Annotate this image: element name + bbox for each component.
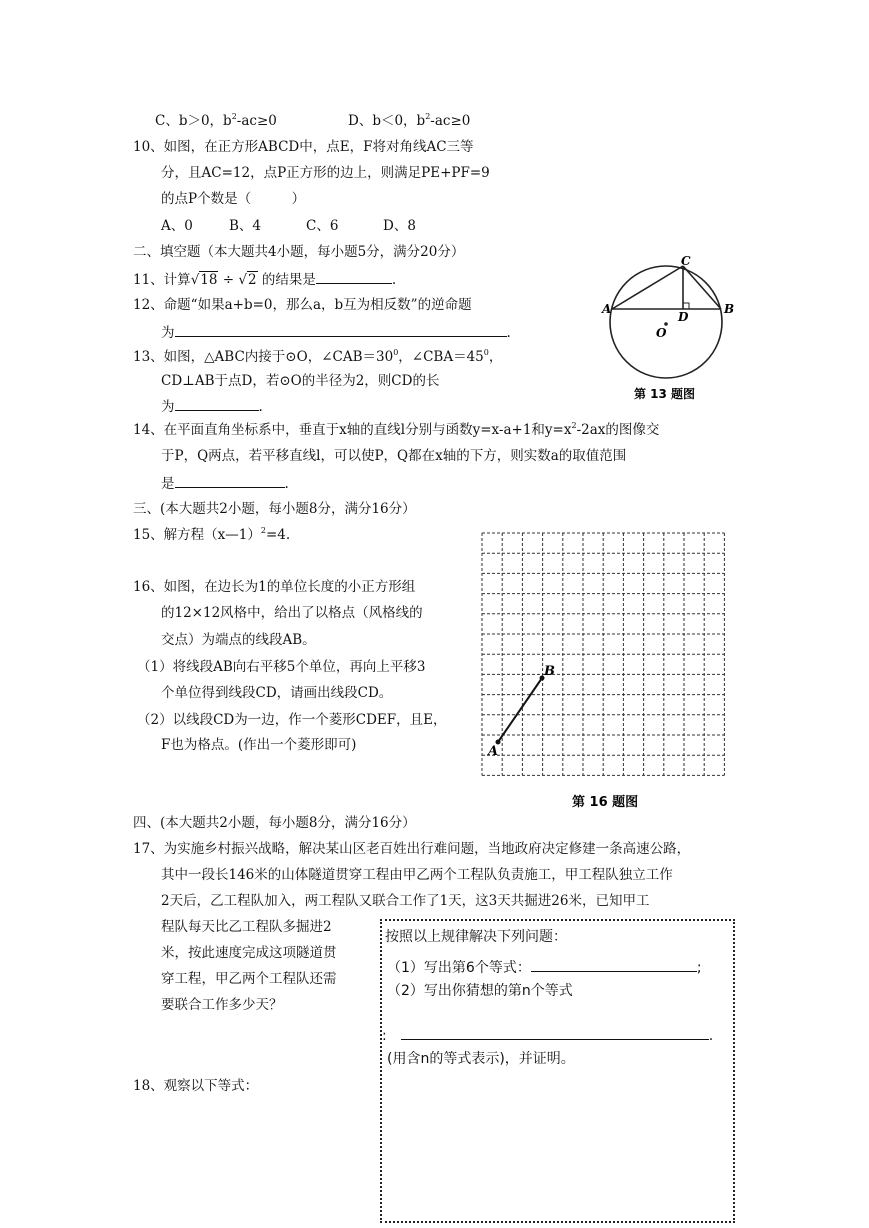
box-line1: 按照以上规律解决下列问题：	[385, 929, 567, 945]
q10-line1: 10、如图，在正方形ABCD中，点E，F将对角线AC三等	[133, 139, 474, 155]
q13-line2: CD⊥AB于点D，若⊙O的半径为2，则CD的长	[161, 373, 440, 389]
label-a: A	[488, 744, 499, 759]
label-b: B	[724, 302, 735, 316]
label-c: C	[681, 254, 691, 268]
sixth-equation-blank[interactable]	[531, 955, 697, 972]
q10-line2: 分，且AC=12，点P正方形的边上，则满足PE+PF=9	[161, 165, 490, 181]
q10-option-c: C、6	[306, 218, 339, 234]
q10-line3: 的点P个数是（ ）	[161, 191, 306, 207]
q13-line1: 13、如图，△ABC内接于⊙O，$\angle CAB=30^0$，$\angle CBA=45^0$，	[133, 348, 503, 365]
q11: 11、计算√18 ÷ √2 的结果是 .	[133, 269, 396, 289]
label-b: B	[544, 664, 555, 679]
q18-line1: 18、观察以下等式：	[133, 1078, 259, 1094]
q12-answer-blank[interactable]	[175, 322, 507, 337]
q12-line1: 12、命题“如果a+b=0，那么a，b互为相反数”的逆命题	[133, 297, 472, 313]
section3-heading: 三、(本大题共2小题，每小题8分，满分16分）	[133, 501, 416, 517]
section4-heading: 四、(本大题共2小题，每小题8分，满分16分）	[133, 815, 416, 831]
q17-line5: 米，按此速度完成这项隧道贯	[161, 945, 337, 961]
q16-line4: （1）将线段AB向右平移5个单位，再向上平移3	[137, 659, 426, 675]
q14-line1: 14、在平面直角坐标系中，垂直于x轴的直线l分别与函数y=x-a+1和$y=x^2-2ax$的图像交	[133, 421, 660, 438]
q17-line3: 2天后，乙工程队加入，两工程队又联合工作了1天，这3天共掘进26米，已知甲工	[161, 893, 650, 909]
circle-o	[610, 266, 722, 378]
q9-option-d: D、b＜0，$b^2-ac\ge 0$	[348, 112, 471, 129]
q13-line3: 为 .	[161, 396, 263, 416]
nth-equation-blank[interactable]	[401, 1023, 709, 1040]
q16-line6: （2）以线段CD为一边，作一个菱形CDEF，且E，	[137, 712, 447, 728]
q14-line2: 于P，Q两点，若平移直线l，可以使P，Q都在x轴的下方，则实数a的取值范围	[161, 448, 627, 464]
q13-answer-blank[interactable]	[175, 396, 259, 411]
figure-16	[470, 525, 728, 815]
q16-line1: 16、如图，在边长为1的单位长度的小正方形组	[133, 579, 416, 595]
box-line3: （2）写出你猜想的第n个等式	[387, 983, 573, 999]
figure-13-caption: 第 13 题图	[634, 387, 696, 401]
q15: 15、解方程（x—1）$^2$=4.	[133, 526, 291, 543]
figure-13	[598, 252, 740, 404]
box-line4: : .	[382, 1023, 713, 1046]
label-d: D	[678, 310, 689, 324]
q10-option-d: D、8	[383, 218, 416, 234]
q16-line3: 交点）为端点的线段AB。	[161, 632, 316, 648]
box-line2: （1）写出第6个等式： ;	[387, 955, 702, 978]
q16-line7: F也为格点。(作出一个菱形即可)	[161, 737, 357, 753]
q10-option-b: B、4	[229, 218, 262, 234]
q17-line6: 穿工程，甲乙两个工程队还需	[161, 971, 337, 987]
section2-heading: 二、填空题（本大题共4小题，每小题5分，满分20分）	[133, 244, 465, 260]
q14-line3: 是 .	[161, 473, 289, 493]
label-a: A	[602, 302, 612, 316]
q17-line4: 程队每天比乙工程队多掘进2	[161, 919, 332, 935]
q16-line5: 个单位得到线段CD，请画出线段CD。	[161, 685, 393, 701]
q17-line2: 其中一段长146米的山体隧道贯穿工程由甲乙两个工程队负责施工，甲工程队独立工作	[161, 867, 673, 883]
grid	[482, 533, 724, 775]
right-angle-mark	[683, 303, 689, 309]
label-o: O	[656, 326, 667, 340]
q18-answer-box	[380, 919, 735, 1223]
q9-option-c: C、b＞0，$b^2-ac\ge 0$	[155, 112, 277, 129]
q14-answer-blank[interactable]	[175, 473, 285, 488]
q16-line2: 的12×12风格中，给出了以格点（风格线的	[161, 605, 423, 621]
box-line5: (用含n的等式表示)，并证明。	[387, 1051, 575, 1067]
q10-option-a: A、0	[161, 218, 193, 234]
q12-line2: 为 .	[161, 322, 511, 342]
segment-ab	[498, 678, 542, 742]
q17-line7: 要联合工作多少天？	[161, 997, 283, 1013]
figure-16-caption: 第 16 题图	[572, 795, 639, 810]
q17-line1: 17、为实施乡村振兴战略，解决某山区老百姓出行难问题，当地政府决定修建一条高速公路，	[133, 841, 691, 857]
q11-answer-blank[interactable]	[316, 269, 392, 284]
